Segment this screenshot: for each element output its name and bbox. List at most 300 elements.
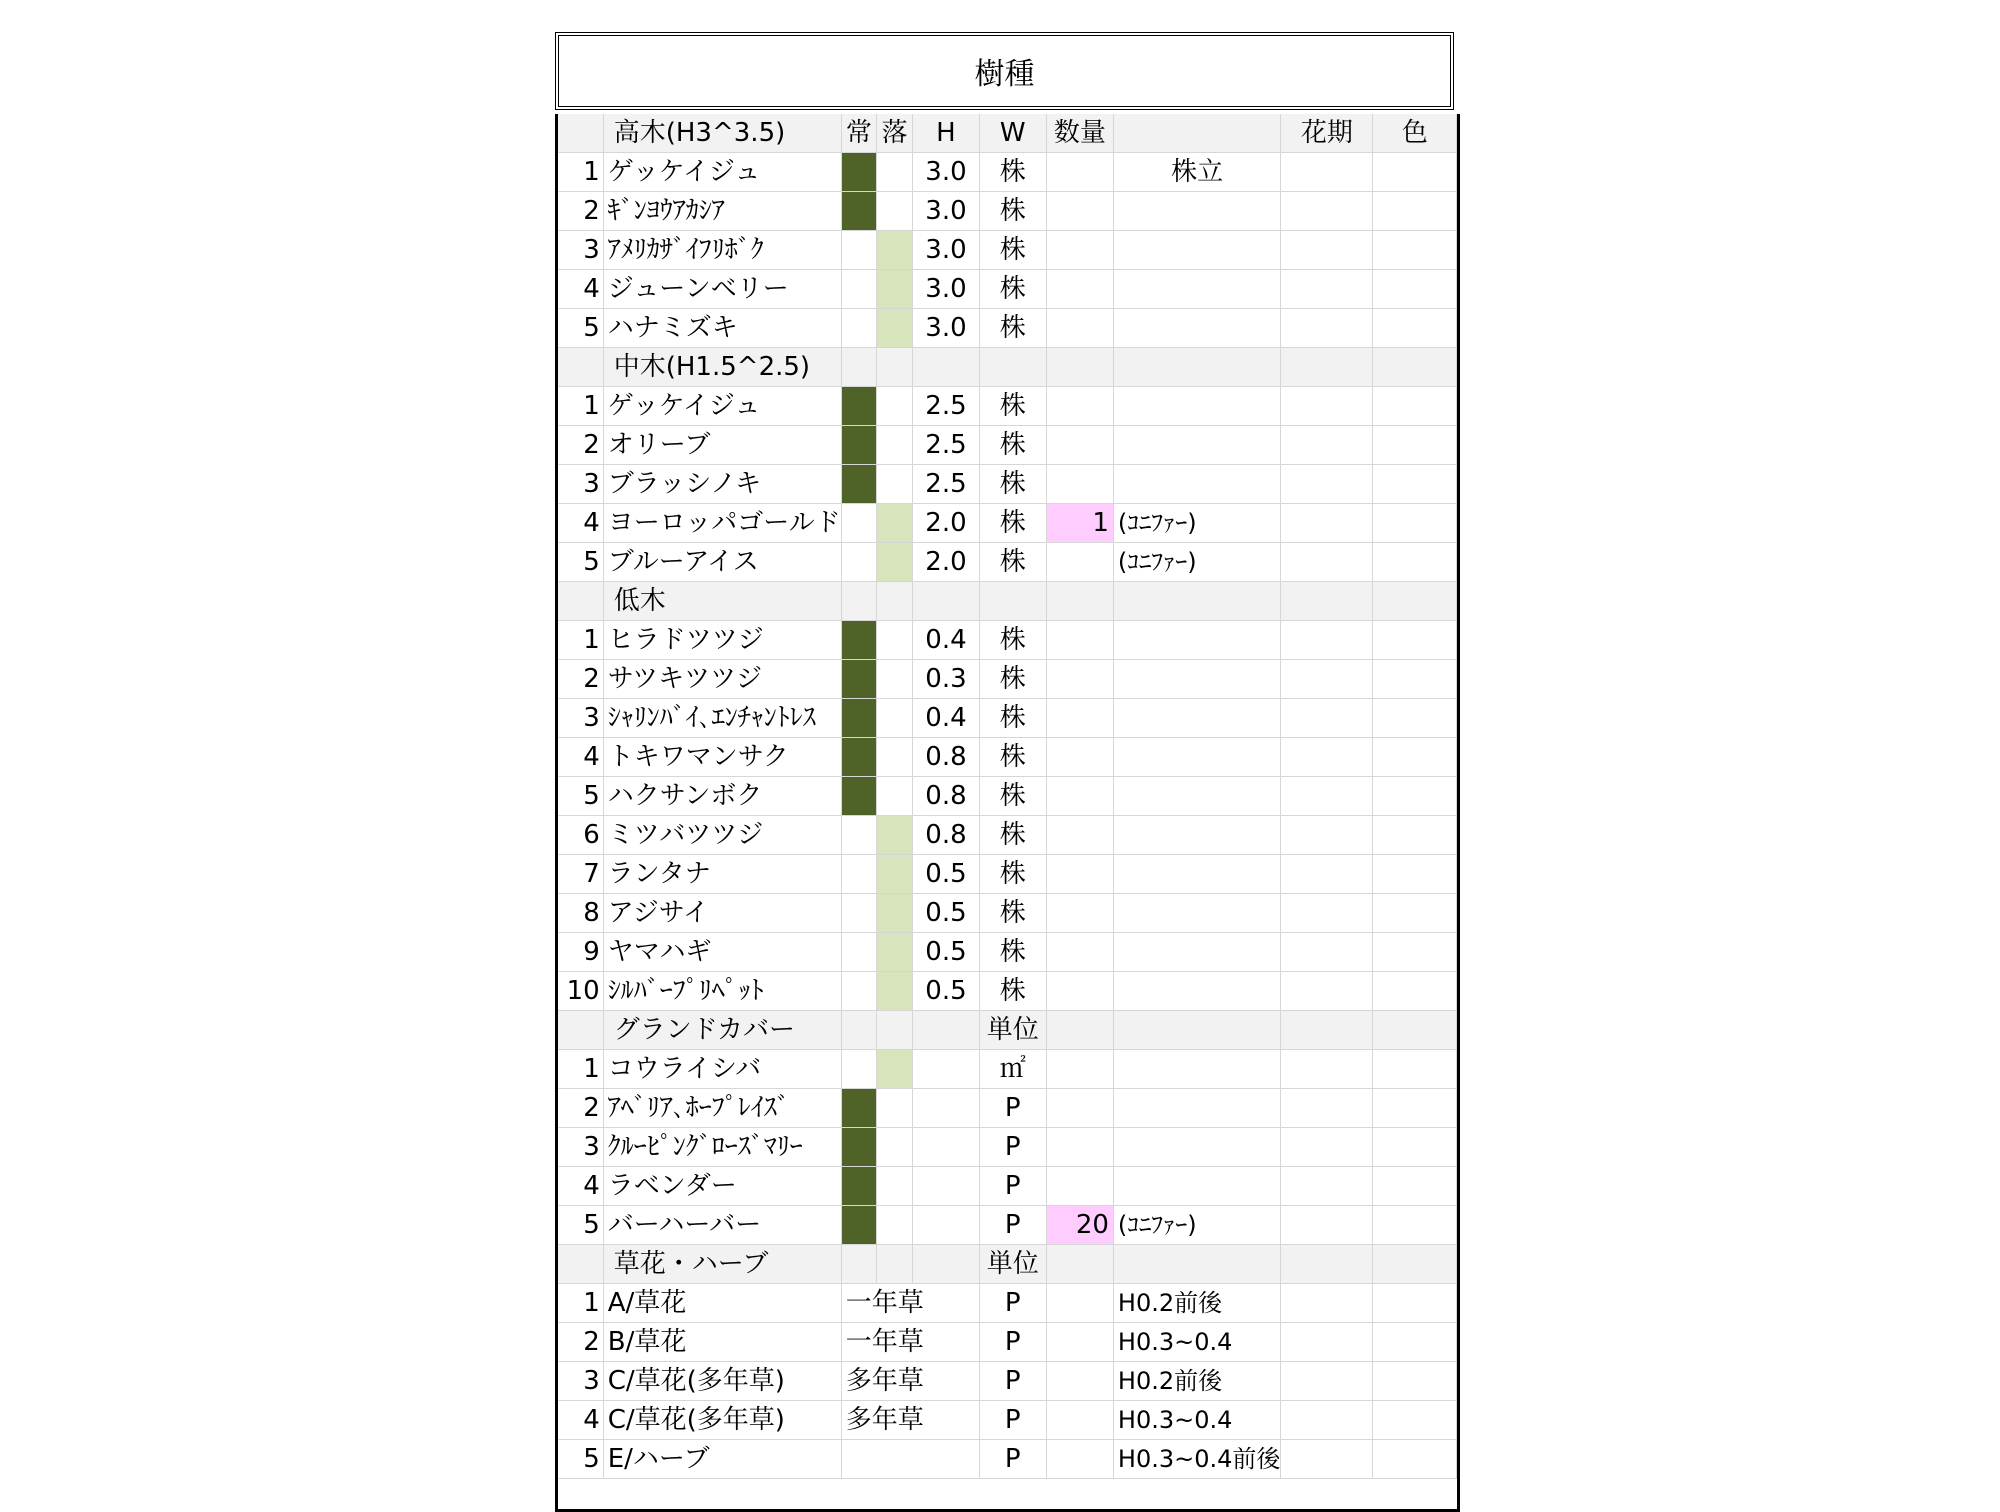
flowering-cell	[1281, 1323, 1373, 1362]
note-value	[1113, 1050, 1281, 1089]
deciduous-marker	[877, 738, 913, 777]
color-cell	[1373, 972, 1457, 1011]
species-name: オリーブ	[607, 430, 711, 461]
unit-value: 株	[979, 504, 1046, 543]
note-value	[1113, 1089, 1281, 1128]
unit-value: P	[979, 1401, 1046, 1440]
species-name-cell	[603, 543, 841, 582]
deciduous-marker	[877, 1089, 913, 1128]
row-number: 2	[558, 1323, 603, 1362]
height-value: 0.4	[913, 699, 980, 738]
color-cell	[1373, 816, 1457, 855]
deciduous-marker	[877, 1050, 913, 1089]
unit-value: 株	[979, 933, 1046, 972]
height-value: 0.8	[913, 738, 980, 777]
section-row	[558, 1245, 1457, 1284]
unit-value: P	[979, 1128, 1046, 1167]
herb-name: E/ハーブ	[603, 1440, 841, 1479]
color-cell	[1373, 270, 1457, 309]
species-name-cell	[603, 894, 841, 933]
no-cell	[558, 582, 603, 621]
unit-value: P	[979, 1167, 1046, 1206]
species-name: ｸﾙｰﾋﾟﾝｸﾞﾛｰｽﾞﾏﾘｰ	[607, 1132, 803, 1163]
unit-value: ㎡	[979, 1050, 1046, 1089]
height-value: 3.0	[913, 153, 980, 192]
note-value	[1113, 816, 1281, 855]
empty-cell	[1373, 348, 1457, 387]
note-value	[1113, 465, 1281, 504]
species-name-cell	[603, 660, 841, 699]
quantity-value	[1046, 309, 1113, 348]
no-cell	[558, 1011, 603, 1050]
herb-kind: 一年草	[841, 1284, 979, 1323]
species-row	[558, 543, 1457, 582]
color-cell	[1373, 894, 1457, 933]
herb-kind: 一年草	[841, 1323, 979, 1362]
color-cell	[1373, 855, 1457, 894]
height-value: 0.5	[913, 855, 980, 894]
deciduous-marker	[877, 894, 913, 933]
row-number: 4	[558, 270, 603, 309]
species-row	[558, 972, 1457, 1011]
deciduous-marker	[877, 192, 913, 231]
row-number: 8	[558, 894, 603, 933]
note-value: 株立	[1113, 153, 1281, 192]
unit-value: 株	[979, 855, 1046, 894]
empty-cell	[1373, 582, 1457, 621]
flowering-cell	[1281, 660, 1373, 699]
flowering-cell	[1281, 621, 1373, 660]
color-cell	[1373, 699, 1457, 738]
species-name-cell	[603, 816, 841, 855]
unit-value: 株	[979, 387, 1046, 426]
species-name: ジューンベリー	[607, 274, 789, 305]
species-name: ゲッケイジュ	[607, 157, 761, 188]
evergreen-marker	[841, 309, 876, 348]
empty-cell	[1113, 1245, 1281, 1284]
species-name-cell	[603, 270, 841, 309]
header-row	[558, 114, 1457, 153]
color-cell	[1373, 777, 1457, 816]
empty-cell	[1373, 1245, 1457, 1284]
quantity-value	[1046, 972, 1113, 1011]
height-value: 2.0	[913, 543, 980, 582]
deciduous-marker	[877, 1206, 913, 1245]
unit-value: 株	[979, 231, 1046, 270]
flowering-cell	[1281, 1362, 1373, 1401]
color-cell	[1373, 1050, 1457, 1089]
evergreen-marker	[841, 1206, 876, 1245]
species-row	[558, 153, 1457, 192]
deciduous-marker	[877, 777, 913, 816]
unit-value: 株	[979, 309, 1046, 348]
quantity-value	[1046, 1284, 1113, 1323]
row-number: 10	[558, 972, 603, 1011]
quantity-value: 20	[1046, 1206, 1113, 1245]
quantity-value	[1046, 153, 1113, 192]
quantity-value	[1046, 1089, 1113, 1128]
row-number: 5	[558, 1206, 603, 1245]
species-name-cell	[603, 387, 841, 426]
evergreen-marker	[841, 855, 876, 894]
deciduous-marker	[877, 465, 913, 504]
evergreen-marker	[841, 504, 876, 543]
row-number: 5	[558, 543, 603, 582]
herb-kind: 多年草	[841, 1401, 979, 1440]
height-value: 3.0	[913, 231, 980, 270]
deciduous-marker	[877, 972, 913, 1011]
note-value	[1113, 426, 1281, 465]
empty-cell	[1281, 1245, 1373, 1284]
color-cell	[1373, 1206, 1457, 1245]
no-cell	[558, 1245, 603, 1284]
height-value: 0.8	[913, 816, 980, 855]
species-name-cell	[603, 738, 841, 777]
deciduous-cell	[877, 348, 913, 387]
unit-value: P	[979, 1323, 1046, 1362]
species-name: バーハーバー	[607, 1210, 762, 1241]
species-name: ゲッケイジュ	[607, 391, 761, 422]
note-value	[1113, 972, 1281, 1011]
note-value	[1113, 270, 1281, 309]
species-name: ブラッシノキ	[607, 469, 762, 500]
height-value: 2.5	[913, 426, 980, 465]
evergreen-marker	[841, 738, 876, 777]
sheet-title: 樹種	[555, 32, 1454, 110]
quantity-value	[1046, 1323, 1113, 1362]
height-value: 0.5	[913, 972, 980, 1011]
deciduous-cell	[877, 1245, 913, 1284]
row-number: 6	[558, 816, 603, 855]
species-name-cell	[603, 1206, 841, 1245]
row-number: 2	[558, 192, 603, 231]
unit-value: P	[979, 1440, 1046, 1479]
species-table	[558, 114, 1457, 1479]
species-name: ｷﾞﾝﾖｳｱｶｼｱ	[607, 196, 725, 227]
empty-cell	[1113, 348, 1281, 387]
unit-value: 株	[979, 153, 1046, 192]
unit-value: 株	[979, 816, 1046, 855]
color-cell	[1373, 738, 1457, 777]
species-row	[558, 1128, 1457, 1167]
deciduous-marker	[877, 855, 913, 894]
row-number: 3	[558, 231, 603, 270]
row-number: 4	[558, 1167, 603, 1206]
empty-cell	[1281, 348, 1373, 387]
row-number: 3	[558, 465, 603, 504]
row-number: 1	[558, 1050, 603, 1089]
species-name-cell	[603, 855, 841, 894]
row-number: 5	[558, 777, 603, 816]
unit-value: P	[979, 1089, 1046, 1128]
empty-cell	[1046, 1245, 1113, 1284]
color-cell	[1373, 426, 1457, 465]
flowering-cell	[1281, 1050, 1373, 1089]
empty-cell	[1113, 582, 1281, 621]
species-name-cell	[603, 309, 841, 348]
empty-cell	[1046, 582, 1113, 621]
flowering-cell	[1281, 816, 1373, 855]
quantity-value	[1046, 816, 1113, 855]
note-value	[1113, 738, 1281, 777]
quantity-value	[1046, 933, 1113, 972]
row-number: 5	[558, 309, 603, 348]
species-row	[558, 777, 1457, 816]
height-value: 0.5	[913, 933, 980, 972]
row-number: 2	[558, 660, 603, 699]
species-name-cell	[603, 426, 841, 465]
species-name-cell	[603, 465, 841, 504]
quantity-value	[1046, 777, 1113, 816]
herb-row	[558, 1440, 1457, 1479]
quantity-value	[1046, 426, 1113, 465]
color-cell	[1373, 1128, 1457, 1167]
header-h: H	[913, 114, 980, 153]
section-title: 低木	[603, 582, 841, 621]
section-title: 中木(H1.5^2.5)	[603, 348, 841, 387]
species-name-cell	[603, 1128, 841, 1167]
height-value	[913, 1089, 980, 1128]
deciduous-marker	[877, 270, 913, 309]
height-cell	[913, 582, 980, 621]
unit-value: 株	[979, 192, 1046, 231]
quantity-value	[1046, 894, 1113, 933]
empty-cell	[1281, 1011, 1373, 1050]
flowering-cell	[1281, 309, 1373, 348]
evergreen-marker	[841, 1167, 876, 1206]
evergreen-marker	[841, 816, 876, 855]
height-value	[913, 1050, 980, 1089]
quantity-value	[1046, 387, 1113, 426]
empty-cell	[1373, 1011, 1457, 1050]
species-name: ラベンダー	[607, 1171, 737, 1202]
species-name: ハクサンボク	[607, 781, 763, 812]
species-row	[558, 231, 1457, 270]
quantity-value	[1046, 1128, 1113, 1167]
unit-value: P	[979, 1206, 1046, 1245]
color-cell	[1373, 1284, 1457, 1323]
height-value: 3.0	[913, 270, 980, 309]
row-number: 3	[558, 1362, 603, 1401]
row-number: 2	[558, 426, 603, 465]
header-note	[1113, 114, 1281, 153]
note-value: H0.3~0.4	[1113, 1323, 1281, 1362]
species-name-cell	[603, 699, 841, 738]
color-cell	[1373, 192, 1457, 231]
quantity-value	[1046, 1401, 1113, 1440]
empty-cell	[1046, 1011, 1113, 1050]
empty-cell	[1113, 1011, 1281, 1050]
height-value: 0.4	[913, 621, 980, 660]
unit-value: P	[979, 1284, 1046, 1323]
deciduous-marker	[877, 387, 913, 426]
flowering-cell	[1281, 1284, 1373, 1323]
species-row	[558, 192, 1457, 231]
note-value	[1113, 192, 1281, 231]
row-number: 4	[558, 1401, 603, 1440]
color-cell	[1373, 504, 1457, 543]
height-value: 2.0	[913, 504, 980, 543]
evergreen-marker	[841, 699, 876, 738]
height-value: 0.8	[913, 777, 980, 816]
evergreen-marker	[841, 153, 876, 192]
quantity-value	[1046, 699, 1113, 738]
flowering-cell	[1281, 855, 1373, 894]
species-name: ヤマハギ	[607, 937, 712, 968]
note-value: H0.3~0.4	[1113, 1401, 1281, 1440]
evergreen-marker	[841, 543, 876, 582]
flowering-cell	[1281, 894, 1373, 933]
color-cell	[1373, 1167, 1457, 1206]
species-row	[558, 465, 1457, 504]
flowering-cell	[1281, 738, 1373, 777]
color-cell	[1373, 465, 1457, 504]
header-flowering: 花期	[1281, 114, 1373, 153]
species-row	[558, 855, 1457, 894]
species-name-cell	[603, 231, 841, 270]
empty-cell	[1281, 582, 1373, 621]
note-value	[1113, 387, 1281, 426]
note-value	[1113, 1167, 1281, 1206]
deciduous-marker	[877, 933, 913, 972]
note-value: (ｺﾆﾌｧｰ)	[1113, 543, 1281, 582]
deciduous-cell	[877, 1011, 913, 1050]
row-number: 7	[558, 855, 603, 894]
deciduous-marker	[877, 660, 913, 699]
height-cell	[913, 1011, 980, 1050]
deciduous-marker	[877, 1167, 913, 1206]
species-row	[558, 816, 1457, 855]
height-value: 3.0	[913, 309, 980, 348]
deciduous-marker	[877, 153, 913, 192]
flowering-cell	[1281, 270, 1373, 309]
evergreen-marker	[841, 933, 876, 972]
species-row	[558, 894, 1457, 933]
unit-value: P	[979, 1362, 1046, 1401]
flowering-cell	[1281, 465, 1373, 504]
herb-name: C/草花(多年草)	[603, 1362, 841, 1401]
color-cell	[1373, 543, 1457, 582]
species-name: トキワマンサク	[607, 742, 789, 773]
color-cell	[1373, 660, 1457, 699]
evergreen-marker	[841, 1089, 876, 1128]
deciduous-marker	[877, 309, 913, 348]
note-value	[1113, 699, 1281, 738]
species-row	[558, 1167, 1457, 1206]
evergreen-marker	[841, 894, 876, 933]
species-row	[558, 699, 1457, 738]
evergreen-marker	[841, 192, 876, 231]
evergreen-marker	[841, 1050, 876, 1089]
row-number: 2	[558, 1089, 603, 1128]
section-row	[558, 1011, 1457, 1050]
height-value	[913, 1167, 980, 1206]
height-value: 3.0	[913, 192, 980, 231]
header-label: 高木(H3^3.5)	[603, 114, 841, 153]
species-name: ランタナ	[607, 859, 711, 890]
quantity-value	[1046, 1440, 1113, 1479]
deciduous-marker	[877, 426, 913, 465]
deciduous-marker	[877, 816, 913, 855]
note-value: H0.3~0.4前後	[1113, 1440, 1281, 1479]
species-name-cell	[603, 192, 841, 231]
quantity-value	[1046, 1362, 1113, 1401]
section-row	[558, 348, 1457, 387]
header-color: 色	[1373, 114, 1457, 153]
deciduous-marker	[877, 231, 913, 270]
flowering-cell	[1281, 543, 1373, 582]
species-row	[558, 738, 1457, 777]
row-number: 5	[558, 1440, 603, 1479]
flowering-cell	[1281, 699, 1373, 738]
herb-row	[558, 1284, 1457, 1323]
flowering-cell	[1281, 1089, 1373, 1128]
unit-value: 株	[979, 543, 1046, 582]
note-value	[1113, 855, 1281, 894]
quantity-value	[1046, 543, 1113, 582]
flowering-cell	[1281, 504, 1373, 543]
species-name: ヒラドツツジ	[607, 625, 764, 656]
row-number: 1	[558, 153, 603, 192]
evergreen-cell	[841, 348, 876, 387]
height-value	[913, 1128, 980, 1167]
deciduous-marker	[877, 504, 913, 543]
species-row	[558, 426, 1457, 465]
quantity-value	[1046, 192, 1113, 231]
flowering-cell	[1281, 777, 1373, 816]
flowering-cell	[1281, 933, 1373, 972]
height-cell	[913, 1245, 980, 1284]
species-name-cell	[603, 1050, 841, 1089]
evergreen-marker	[841, 660, 876, 699]
evergreen-marker	[841, 1128, 876, 1167]
row-number: 1	[558, 621, 603, 660]
species-row	[558, 660, 1457, 699]
species-name-cell	[603, 933, 841, 972]
species-name-cell	[603, 504, 841, 543]
quantity-value	[1046, 1050, 1113, 1089]
row-number: 9	[558, 933, 603, 972]
empty-cell	[1046, 348, 1113, 387]
row-number: 4	[558, 738, 603, 777]
species-name-cell	[603, 153, 841, 192]
row-number: 4	[558, 504, 603, 543]
unit-header: 単位	[979, 1011, 1046, 1050]
species-row	[558, 1089, 1457, 1128]
note-value	[1113, 621, 1281, 660]
species-name: ｱﾍﾞﾘｱ､ﾎｰﾌﾟﾚｲｽﾞ	[607, 1093, 790, 1124]
evergreen-marker	[841, 426, 876, 465]
evergreen-marker	[841, 621, 876, 660]
flowering-cell	[1281, 153, 1373, 192]
note-value	[1113, 231, 1281, 270]
unit-header	[979, 582, 1046, 621]
quantity-value	[1046, 465, 1113, 504]
species-row	[558, 504, 1457, 543]
unit-value: 株	[979, 972, 1046, 1011]
unit-value: 株	[979, 426, 1046, 465]
note-value: H0.2前後	[1113, 1362, 1281, 1401]
quantity-value	[1046, 231, 1113, 270]
unit-value: 株	[979, 465, 1046, 504]
section-row	[558, 582, 1457, 621]
color-cell	[1373, 933, 1457, 972]
species-name: ヨーロッパゴールド	[607, 508, 841, 539]
unit-value: 株	[979, 621, 1046, 660]
species-name: ミツバツツジ	[607, 820, 764, 851]
quantity-value	[1046, 660, 1113, 699]
height-cell	[913, 348, 980, 387]
